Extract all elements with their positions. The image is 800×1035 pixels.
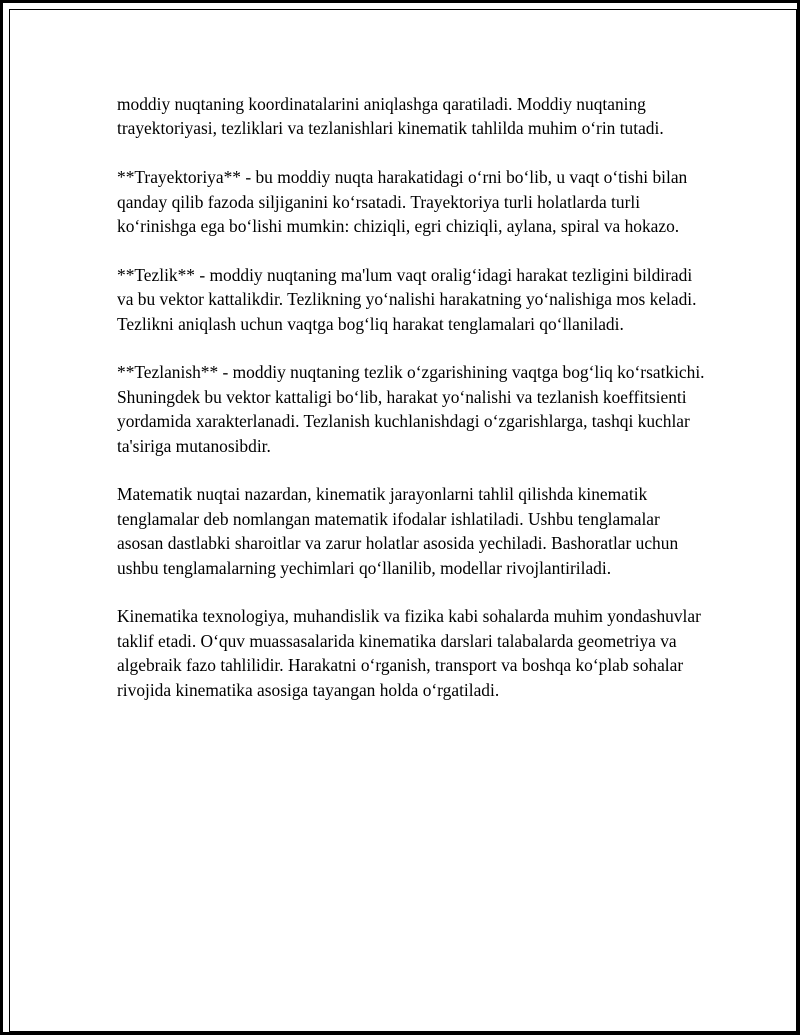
- paragraph-acceleration: **Tezlanish** - moddiy nuqtaning tezlik o‘zgarishining vaqtga bog‘liq ko‘rsatkichi. Shuningdek bu vektor kattaligi bo‘lib, harakat yo‘nalishi va tezlanish koeffitsienti yordamida xarakterlanadi. Tezlanish kuchlanishdagi o‘zgarishlarga, tashqi kuchlar ta'siriga mutanosibdir.: [117, 362, 705, 456]
- paragraph-mathematical: Matematik nuqtai nazardan, kinematik jarayonlarni tahlil qilishda kinematik tenglamalar deb nomlangan matematik ifodalar ishlatiladi. Ushbu tenglamalar asosan dastlabki sharoitlar va zarur holatlar asosida yechiladi. Bashoratlar uchun ushbu tenglamalarning yechimlari qo‘llanilib, modellar rivojlantiriladi.: [117, 484, 679, 578]
- document-body: [117, 92, 707, 726]
- paragraph-intro: moddiy nuqtaning koordinatalarini aniqlashga qaratiladi. Moddiy nuqtaning trayektoriyasi, tezliklari va tezlanishlari kinematik tahlilda muhim o‘rin tutadi.: [117, 94, 664, 139]
- paragraph-velocity: **Tezlik** - moddiy nuqtaning ma'lum vaqt oralig‘idagi harakat tezligini bildiradi va bu vektor kattalikdir. Tezlikning yo‘nalishi harakatning yo‘nalishiga mos keladi. Tezlikni aniqlash uchun vaqtga bog‘liq harakat tenglamalari qo‘llaniladi.: [117, 264, 697, 334]
- paragraph-applications: Kinematika texnologiya, muhandislik va fizika kabi sohalarda muhim yondashuvlar taklif etadi. O‘quv muassasalarida kinematika darslari talabalarda geometriya va algebraik fazo tahlilidir. Harakatni o‘rganish, transport va boshqa ko‘plab sohalar rivojida kinematika asosiga tayangan holda o‘rgatiladi.: [117, 606, 701, 700]
- paragraph-trajectory: **Trayektoriya** - bu moddiy nuqta harakatidagi o‘rni bo‘lib, u vaqt o‘tishi bilan qanday qilib fazoda siljiganini ko‘rsatadi. Trayektoriya turli holatlarda turli ko‘rinishga ega bo‘lishi mumkin: chiziqli, egri chiziqli, aylana, spiral va hokazo.: [117, 167, 688, 237]
